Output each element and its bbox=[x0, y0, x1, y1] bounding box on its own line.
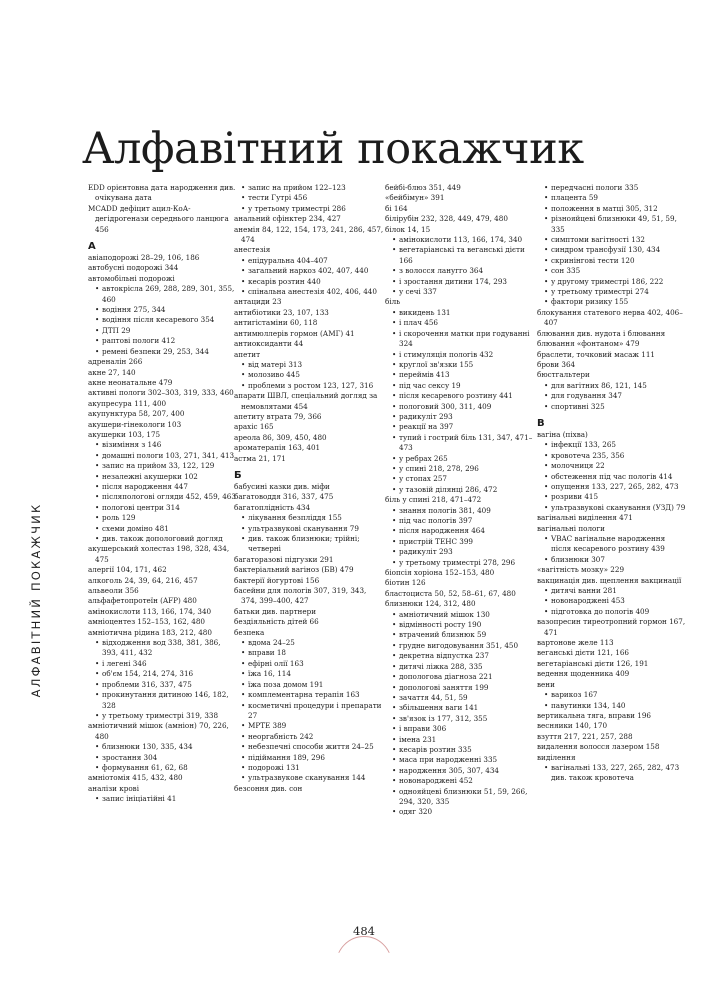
index-entry: блювання «фонтаном» 479 bbox=[537, 339, 640, 349]
index-entry: білок 14, 15 bbox=[385, 224, 431, 234]
index-subentry: • новонароджені 452 bbox=[385, 776, 535, 786]
index-entry: вагіна (піхва) bbox=[537, 429, 588, 439]
index-entry: анальний сфінктер 234, 427 bbox=[234, 214, 341, 224]
index-subentry: • передчасні пологи 335 bbox=[537, 183, 687, 193]
index-subentry: • збільшення ваги 141 bbox=[385, 703, 535, 713]
index-entry: анестезія bbox=[234, 245, 271, 255]
index-letter-heading: Б bbox=[234, 469, 242, 481]
index-subentry: • підіймання 189, 296 bbox=[234, 753, 384, 763]
index-subentry: • див. також допологовий догляд bbox=[88, 534, 238, 544]
index-subentry: • ультразвукові сканування (УЗД) 79 bbox=[537, 503, 687, 513]
index-entry: ареола 86, 309, 450, 480 bbox=[234, 432, 327, 442]
index-subentry: • однояйцеві близнюки 51, 59, 266, 294, 320, 335 bbox=[385, 787, 535, 808]
index-subentry: • радикуліт 293 bbox=[385, 547, 535, 557]
index-subentry: • під час сексу 19 bbox=[385, 381, 535, 391]
index-entry: алергії 104, 171, 462 bbox=[88, 565, 167, 575]
index-subentry: • домашні пологи 103, 271, 341, 413 bbox=[88, 451, 238, 461]
index-subentry: • спінальна анестезія 402, 406, 440 bbox=[234, 287, 384, 297]
index-subentry: • близнюки 130, 335, 434 bbox=[88, 742, 238, 752]
index-subentry: • ультразвукові сканування 79 bbox=[234, 524, 384, 534]
index-subentry: • кровотеча 235, 356 bbox=[537, 451, 687, 461]
index-subentry: • прокинутання дитиною 146, 182, 328 bbox=[88, 690, 238, 711]
index-entry: бабусині казки див. міфи bbox=[234, 481, 330, 491]
index-entry: антиоксиданти 44 bbox=[234, 339, 304, 349]
index-subentry: • одяг 320 bbox=[385, 807, 535, 817]
index-entry: вагінальні виділення 471 bbox=[537, 513, 633, 523]
index-entry: бластоциста 50, 52, 58–61, 67, 480 bbox=[385, 588, 516, 598]
index-entry: антигістаміни 60, 118 bbox=[234, 318, 318, 328]
index-subentry: • пологові центри 314 bbox=[88, 503, 238, 513]
index-entry: акне неонатальне 479 bbox=[88, 377, 173, 387]
index-subentry: • втрачений близнюк 59 bbox=[385, 630, 535, 640]
index-subentry: • обстеження під час пологів 414 bbox=[537, 472, 687, 482]
index-subentry: • відходження вод 338, 381, 386, 393, 411, 432 bbox=[88, 638, 238, 659]
index-entry: автобусні подорожі 344 bbox=[88, 263, 179, 273]
index-subentry: • допологова діагноза 221 bbox=[385, 672, 535, 682]
index-entry: батьки див. партнери bbox=[234, 606, 316, 616]
index-entry: «бейбімун» 391 bbox=[385, 193, 445, 203]
index-subentry: • спортивні 325 bbox=[537, 402, 687, 412]
index-subentry: • з волосся ланугго 364 bbox=[385, 266, 535, 276]
index-entry: багаторазові підгузки 291 bbox=[234, 554, 334, 564]
index-subentry: • і вправи 306 bbox=[385, 724, 535, 734]
index-subentry: • і зростання дитини 174, 293 bbox=[385, 277, 535, 287]
index-entry: акушерки 103, 175 bbox=[88, 429, 161, 439]
index-entry: акупресура 111, 400 bbox=[88, 398, 167, 408]
index-entry: бездіяльність дітей 66 bbox=[234, 617, 319, 627]
index-entry: бі 164 bbox=[385, 203, 408, 213]
index-entry: ароматерапія 163, 401 bbox=[234, 443, 321, 453]
index-entry: бюстгальтери bbox=[537, 370, 590, 380]
index-subentry: • пологовий 300, 311, 409 bbox=[385, 402, 535, 412]
index-entry: акушерський холестаз 198, 328, 434, 475 bbox=[88, 544, 230, 564]
index-subentry: • імена 231 bbox=[385, 735, 535, 745]
index-subentry: • у третьому триместрі 319, 338 bbox=[88, 711, 238, 721]
index-entry: апарати ШВЛ, спеціальний догляд за немовлятами 454 bbox=[234, 391, 378, 411]
index-subentry: • у третьому триместрі 278, 296 bbox=[385, 558, 535, 568]
index-subentry: • дитячі ванни 281 bbox=[537, 586, 687, 596]
index-entry: амніотомія 415, 432, 480 bbox=[88, 773, 183, 783]
index-subentry: • тести Гутрі 456 bbox=[234, 193, 384, 203]
index-entry: басейни для пологів 307, 319, 343, 374, 399–400, 427 bbox=[234, 586, 367, 606]
index-subentry: • роль 129 bbox=[88, 513, 238, 523]
index-subentry: • павутинки 134, 140 bbox=[537, 701, 687, 711]
index-subentry: • від матері 313 bbox=[234, 360, 384, 370]
index-subentry: • у третьому триместрі 286 bbox=[234, 204, 384, 214]
index-subentry: • водіння після кесаревого 354 bbox=[88, 315, 238, 325]
index-subentry: • дитячі ліжка 288, 335 bbox=[385, 662, 535, 672]
index-subentry: • запис на прийом 33, 122, 129 bbox=[88, 461, 238, 471]
index-entry: антибіотики 23, 107, 133 bbox=[234, 307, 329, 317]
index-subentry: • декретна відпустка 237 bbox=[385, 651, 535, 661]
index-subentry: • кесарів розтин 440 bbox=[234, 277, 384, 287]
index-entry: безсоння див. сон bbox=[234, 783, 303, 793]
index-column-1 bbox=[88, 183, 238, 805]
index-subentry: • вагінальні 133, 227, 265, 282, 473 див. також кровотеча bbox=[537, 763, 687, 784]
index-subentry: • незалежні акушерки 102 bbox=[88, 472, 238, 482]
index-entry: астма 21, 171 bbox=[234, 453, 286, 463]
index-letter-heading: А bbox=[88, 241, 96, 253]
index-subentry: • сон 335 bbox=[537, 266, 687, 276]
index-entry: активні пологи 302–303, 319, 333, 460 bbox=[88, 388, 234, 398]
index-entry: авіаподорожі 28–29, 106, 186 bbox=[88, 253, 200, 263]
index-subentry: • для вагітних 86, 121, 145 bbox=[537, 381, 687, 391]
index-entry: вартонове желе 113 bbox=[537, 638, 614, 648]
index-column-2 bbox=[234, 183, 384, 794]
index-subentry: • вправи 18 bbox=[234, 648, 384, 658]
index-subentry: • у другому триместрі 186, 222 bbox=[537, 277, 687, 287]
index-subentry: • молозиво 445 bbox=[234, 370, 384, 380]
index-subentry: • маса при народженні 335 bbox=[385, 755, 535, 765]
index-entry: антимюллерів гормон (АМГ) 41 bbox=[234, 328, 355, 338]
index-subentry: • об'єм 154, 214, 274, 316 bbox=[88, 669, 238, 679]
index-subentry: • VBAC вагінальне народження після кесаревого розтину 439 bbox=[537, 534, 687, 555]
index-entry: біотин 126 bbox=[385, 578, 426, 588]
index-subentry: • варикоз 167 bbox=[537, 690, 687, 700]
index-subentry: • після народження 464 bbox=[385, 526, 535, 536]
index-subentry: • проблеми з ростом 123, 127, 316 bbox=[234, 381, 384, 391]
page-title: Алфавітний покажчик bbox=[82, 124, 584, 174]
index-subentry: • тупий і гострий біль 131, 347, 471–473 bbox=[385, 433, 535, 454]
index-subentry: • після кесаревого розтину 441 bbox=[385, 391, 535, 401]
index-subentry: • у стопах 257 bbox=[385, 474, 535, 484]
index-subentry: • фактори ризику 155 bbox=[537, 297, 687, 307]
index-subentry: • положення в матці 305, 312 bbox=[537, 204, 687, 214]
index-subentry: • амінокислоти 113, 166, 174, 340 bbox=[385, 235, 535, 245]
index-subentry: • під час пологів 397 bbox=[385, 516, 535, 526]
index-subentry: • розриви 415 bbox=[537, 492, 687, 502]
index-subentry: • знання пологів 381, 409 bbox=[385, 506, 535, 516]
index-subentry: • вегетаріанські та веганські дієти 166 bbox=[385, 245, 535, 266]
index-entry: анемія 84, 122, 154, 173, 241, 286, 457, 474 bbox=[234, 224, 384, 245]
index-entry: ведення щоденника 409 bbox=[537, 669, 630, 679]
index-entry: багатоплідність 434 bbox=[234, 502, 311, 512]
index-subentry: • молочниця 22 bbox=[537, 461, 687, 471]
index-subentry: • ультразвукове сканування 144 bbox=[234, 773, 384, 783]
index-subentry: • запис ініціатійні 41 bbox=[88, 794, 238, 804]
index-entry: амніотичний мішок (амніон) 70, 226, 480 bbox=[88, 721, 229, 741]
index-subentry: • у ребрах 265 bbox=[385, 454, 535, 464]
index-subentry: • скринінгові тести 120 bbox=[537, 256, 687, 266]
index-entry: арахіс 165 bbox=[234, 422, 274, 432]
index-entry: адреналін 266 bbox=[88, 357, 143, 367]
index-entry: аналізи крові bbox=[88, 783, 139, 793]
index-subentry: • кесарів розтин 335 bbox=[385, 745, 535, 755]
index-subentry: • раптові пологи 412 bbox=[88, 336, 238, 346]
index-entry: веганські дієти 121, 166 bbox=[537, 648, 629, 658]
index-entry: MCADD дефіцит ацил-КоА-дегідрогенази середнього ланцюга 456 bbox=[88, 203, 229, 234]
index-entry: блювання див. нудота і блювання bbox=[537, 328, 666, 338]
index-subentry: • загальний наркоз 402, 407, 440 bbox=[234, 266, 384, 276]
index-entry: вагінальні пологи bbox=[537, 523, 605, 533]
index-subentry: • зв'язок із 177, 312, 355 bbox=[385, 714, 535, 724]
index-entry: біопсія хоріона 152–153, 480 bbox=[385, 568, 495, 578]
page-number-arc bbox=[336, 936, 392, 992]
index-subentry: • і стимуляція пологів 432 bbox=[385, 350, 535, 360]
index-entry: біль у спині 218, 471–472 bbox=[385, 495, 482, 505]
index-column-3 bbox=[385, 183, 535, 818]
index-entry: вени bbox=[537, 679, 555, 689]
index-entry: видалення волосся лазером 158 bbox=[537, 742, 660, 752]
index-subentry: • ДТП 29 bbox=[88, 326, 238, 336]
index-subentry: • радикуліт 293 bbox=[385, 412, 535, 422]
side-label-text: АЛФАВІТНИЙ ПОКАЖЧИК bbox=[29, 502, 43, 698]
index-subentry: • переймів 413 bbox=[385, 370, 535, 380]
index-subentry: • неоргабність 242 bbox=[234, 732, 384, 742]
index-subentry: • грудне вигодовування 351, 450 bbox=[385, 641, 535, 651]
index-entry: бактерії йогуртові 156 bbox=[234, 575, 320, 585]
index-subentry: • водіння 275, 344 bbox=[88, 305, 238, 315]
index-subentry: • у спині 218, 278, 296 bbox=[385, 464, 535, 474]
index-subentry: • післяпологові огляди 452, 459, 463 bbox=[88, 492, 238, 502]
index-letter-heading: В bbox=[537, 417, 545, 429]
index-subentry: • круглої зв'язки 155 bbox=[385, 360, 535, 370]
index-entry: EDD орієнтовна дата народження див. очікувана дата bbox=[88, 183, 236, 203]
index-subentry: • різнояйцеві близнюки 49, 51, 59, 335 bbox=[537, 214, 687, 235]
index-subentry: • ефірні олії 163 bbox=[234, 659, 384, 669]
index-subentry: • у сечі 337 bbox=[385, 287, 535, 297]
index-subentry: • подорожі 131 bbox=[234, 763, 384, 773]
index-entry: алкоголь 24, 39, 64, 216, 457 bbox=[88, 575, 198, 585]
index-subentry: • МРТЕ 389 bbox=[234, 721, 384, 731]
index-entry: весняики 140, 170 bbox=[537, 721, 608, 731]
index-subentry: • і скорочення матки при годуванні 324 bbox=[385, 329, 535, 350]
index-subentry: • викидень 131 bbox=[385, 308, 535, 318]
index-entry: амніотична рідина 183, 212, 480 bbox=[88, 627, 212, 637]
index-subentry: • інфекції 133, 265 bbox=[537, 440, 687, 450]
index-entry: безпека bbox=[234, 627, 265, 637]
index-subentry: • лікування безпліддя 155 bbox=[234, 513, 384, 523]
index-subentry: • амніотичний мішок 130 bbox=[385, 610, 535, 620]
index-subentry: • допологові заняття 199 bbox=[385, 683, 535, 693]
index-subentry: • підготовка до пологів 409 bbox=[537, 607, 687, 617]
index-subentry: • у третьому триместрі 274 bbox=[537, 287, 687, 297]
index-subentry: • комплементарна терапія 163 bbox=[234, 690, 384, 700]
index-entry: біль bbox=[385, 297, 401, 307]
index-subentry: • після народження 447 bbox=[88, 482, 238, 492]
index-subentry: • і легені 346 bbox=[88, 659, 238, 669]
index-subentry: • їжа поза домом 191 bbox=[234, 680, 384, 690]
index-entry: вегетаріанські дієти 126, 191 bbox=[537, 658, 649, 668]
index-entry: браслети, точковий масаж 111 bbox=[537, 349, 655, 359]
index-entry: бейбі-блюз 351, 449 bbox=[385, 183, 461, 192]
index-subentry: • синдром трансфузії 130, 434 bbox=[537, 245, 687, 255]
index-entry: апетит bbox=[234, 349, 261, 359]
index-entry: вазопресин тиреотропний гормон 167, 471 bbox=[537, 617, 686, 637]
index-subentry: • автокрісла 269, 288, 289, 301, 355, 460 bbox=[88, 284, 238, 305]
index-entry: вакцинація див. щеплення вакцинації bbox=[537, 575, 682, 585]
index-subentry: • ремені безпеки 29, 253, 344 bbox=[88, 347, 238, 357]
index-entry: апетиту втрата 79, 366 bbox=[234, 411, 322, 421]
index-entry: білірубін 232, 328, 449, 479, 480 bbox=[385, 214, 508, 224]
index-subentry: • і плач 456 bbox=[385, 318, 535, 328]
index-entry: амінокислоти 113, 166, 174, 340 bbox=[88, 606, 212, 616]
index-subentry: • косметичні процедури і препарати 27 bbox=[234, 701, 384, 722]
index-entry: антациди 23 bbox=[234, 297, 282, 307]
index-subentry: • проблеми 316, 337, 475 bbox=[88, 680, 238, 690]
index-entry: акупунктура 58, 207, 400 bbox=[88, 409, 185, 419]
index-entry: брови 364 bbox=[537, 359, 576, 369]
index-subentry: • відмінності росту 190 bbox=[385, 620, 535, 630]
index-subentry: • у тазовій ділянці 286, 472 bbox=[385, 485, 535, 495]
index-entry: багатоводдя 316, 337, 475 bbox=[234, 492, 334, 502]
index-subentry: • плацента 59 bbox=[537, 193, 687, 203]
index-subentry: • візиміння з 146 bbox=[88, 440, 238, 450]
index-subentry: • народження 305, 307, 434 bbox=[385, 766, 535, 776]
index-entry: бактеріальний вагіноз (БВ) 479 bbox=[234, 565, 354, 575]
index-subentry: • схеми доміно 481 bbox=[88, 524, 238, 534]
index-subentry: • зростання 304 bbox=[88, 753, 238, 763]
index-subentry: • запис на прийом 122–123 bbox=[234, 183, 384, 193]
index-subentry: • їжа 16, 114 bbox=[234, 669, 384, 679]
index-entry: виділення bbox=[537, 752, 576, 762]
index-subentry: • формування 61, 62, 68 bbox=[88, 763, 238, 773]
index-entry: вертикальна тяга, вправи 196 bbox=[537, 710, 651, 720]
index-entry: альвеоли 356 bbox=[88, 586, 139, 596]
index-entry: блокування статевого нерва 402, 406–407 bbox=[537, 307, 683, 328]
index-subentry: • зачаття 44, 51, 59 bbox=[385, 693, 535, 703]
index-subentry: • близнюки 307 bbox=[537, 555, 687, 565]
index-subentry: • небезпечні способи життя 24–25 bbox=[234, 742, 384, 752]
index-column-4 bbox=[537, 183, 687, 784]
index-subentry: • опущення 133, 227, 265, 282, 473 bbox=[537, 482, 687, 492]
index-entry: амніоцентез 152–153, 162, 480 bbox=[88, 617, 206, 627]
index-entry: альфафетопротеїн (AFP) 480 bbox=[88, 596, 197, 606]
page-number: 484 bbox=[353, 924, 375, 938]
index-subentry: • для годування 347 bbox=[537, 391, 687, 401]
index-entry: акушери-гінекологи 103 bbox=[88, 419, 182, 429]
index-entry: взуття 217, 221, 257, 288 bbox=[537, 731, 633, 741]
index-subentry: • новонароджені 453 bbox=[537, 596, 687, 606]
index-subentry: • реакції на 397 bbox=[385, 422, 535, 432]
index-entry: близнюки 124, 312, 480 bbox=[385, 599, 476, 609]
index-subentry: • пристрій ТЕНС 399 bbox=[385, 537, 535, 547]
index-entry: «вагітність мозку» 229 bbox=[537, 565, 625, 575]
index-subentry: • вдома 24–25 bbox=[234, 638, 384, 648]
index-entry: автомобільні подорожі bbox=[88, 273, 175, 283]
index-subentry: • симптоми вагітності 132 bbox=[537, 235, 687, 245]
index-entry: акне 27, 140 bbox=[88, 367, 136, 377]
index-subentry: • див. також близнюки; трійні; четверні bbox=[234, 534, 384, 555]
index-subentry: • епідуральна 404–407 bbox=[234, 256, 384, 266]
